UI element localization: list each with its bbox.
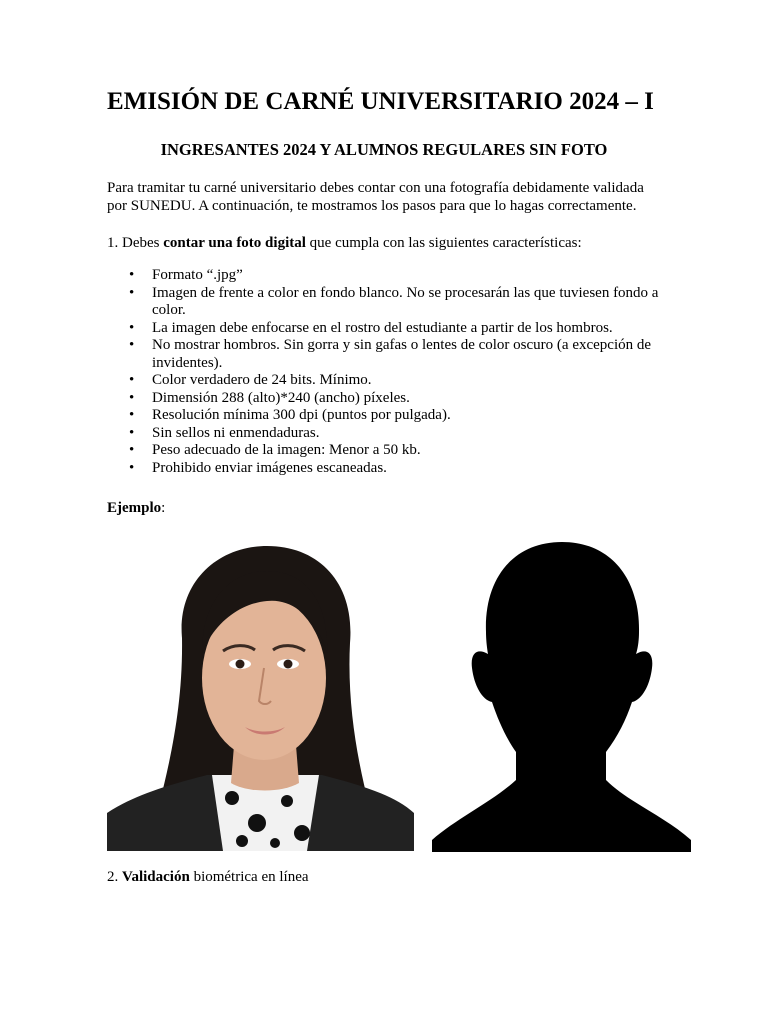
- list-item: [107, 267, 667, 285]
- pupil-right: [284, 660, 293, 669]
- step-2-suffix: biométrica en línea: [189, 869, 309, 885]
- step-2-paragraph: [107, 869, 309, 886]
- list-item: [107, 460, 667, 478]
- list-item: [107, 425, 667, 443]
- silhouette-shape: [432, 542, 691, 852]
- intro-paragraph: Para tramitar tu carné universitario debes contar con una fotografía debidamente validada por SUNEDU. A continuación, te mostramos los pasos para que lo hagas correctamente.: [107, 180, 644, 214]
- requirement-text: Resolución mínima 300 dpi (puntos por pulgada).: [152, 407, 451, 423]
- step-1-suffix: que cumpla con las siguientes características:: [305, 235, 582, 251]
- list-item: [107, 407, 667, 425]
- requirement-text: Peso adecuado de la imagen: Menor a 50 kb.: [152, 442, 421, 458]
- bullet-icon: •: [129, 442, 135, 458]
- list-item: [107, 337, 667, 372]
- list-item: [107, 372, 667, 390]
- list-item: [107, 285, 667, 320]
- page-subtitle: INGRESANTES 2024 Y ALUMNOS REGULARES SIN FOTO: [160, 140, 608, 159]
- requirement-text: Color verdadero de 24 bits. Mínimo.: [152, 372, 372, 388]
- bullet-icon: •: [129, 372, 135, 388]
- bullet-icon: •: [129, 337, 135, 353]
- silhouette-image: [432, 540, 691, 852]
- list-item: [107, 442, 667, 460]
- example-label: Ejemplo: [107, 500, 162, 516]
- bullet-icon: •: [129, 267, 135, 283]
- example-colon: :: [161, 500, 166, 516]
- list-item: [107, 320, 667, 338]
- requirement-text: Dimensión 288 (alto)*240 (ancho) píxeles.: [152, 389, 410, 406]
- step-2-bold: Validación: [122, 869, 190, 885]
- example-heading: [107, 500, 165, 517]
- requirements-list: [107, 267, 667, 477]
- example-photo-illustration: [107, 543, 414, 851]
- example-photo: [107, 543, 414, 851]
- bullet-icon: •: [129, 284, 135, 301]
- step-1-paragraph: [107, 234, 667, 252]
- bullet-icon: •: [129, 459, 135, 476]
- requirement-text: Imagen de frente a color en fondo blanco. No se procesarán las que tuviesen fondo a color.: [152, 284, 659, 318]
- step-2-prefix: 2.: [107, 869, 122, 885]
- step-1-bold: contar una foto digital: [163, 235, 306, 251]
- list-item: [107, 390, 667, 408]
- requirement-text: Prohibido enviar imágenes escaneadas.: [152, 459, 387, 476]
- page-title: EMISIÓN DE CARNÉ UNIVERSITARIO 2024 – I: [107, 88, 654, 115]
- bullet-icon: •: [129, 424, 135, 441]
- requirement-text: Sin sellos ni enmendaduras.: [152, 424, 320, 441]
- requirement-text: No mostrar hombros. Sin gorra y sin gafas o lentes de color oscuro (a excepción de invidentes).: [152, 337, 652, 371]
- requirement-text: Formato “.jpg”: [152, 267, 243, 283]
- bullet-icon: •: [129, 319, 135, 336]
- requirement-text: La imagen debe enfocarse en el rostro del estudiante a partir de los hombros.: [152, 319, 613, 336]
- step-1-prefix: 1. Debes: [107, 235, 164, 251]
- bullet-icon: •: [129, 389, 135, 406]
- pupil-left: [236, 660, 245, 669]
- bullet-icon: •: [129, 407, 135, 423]
